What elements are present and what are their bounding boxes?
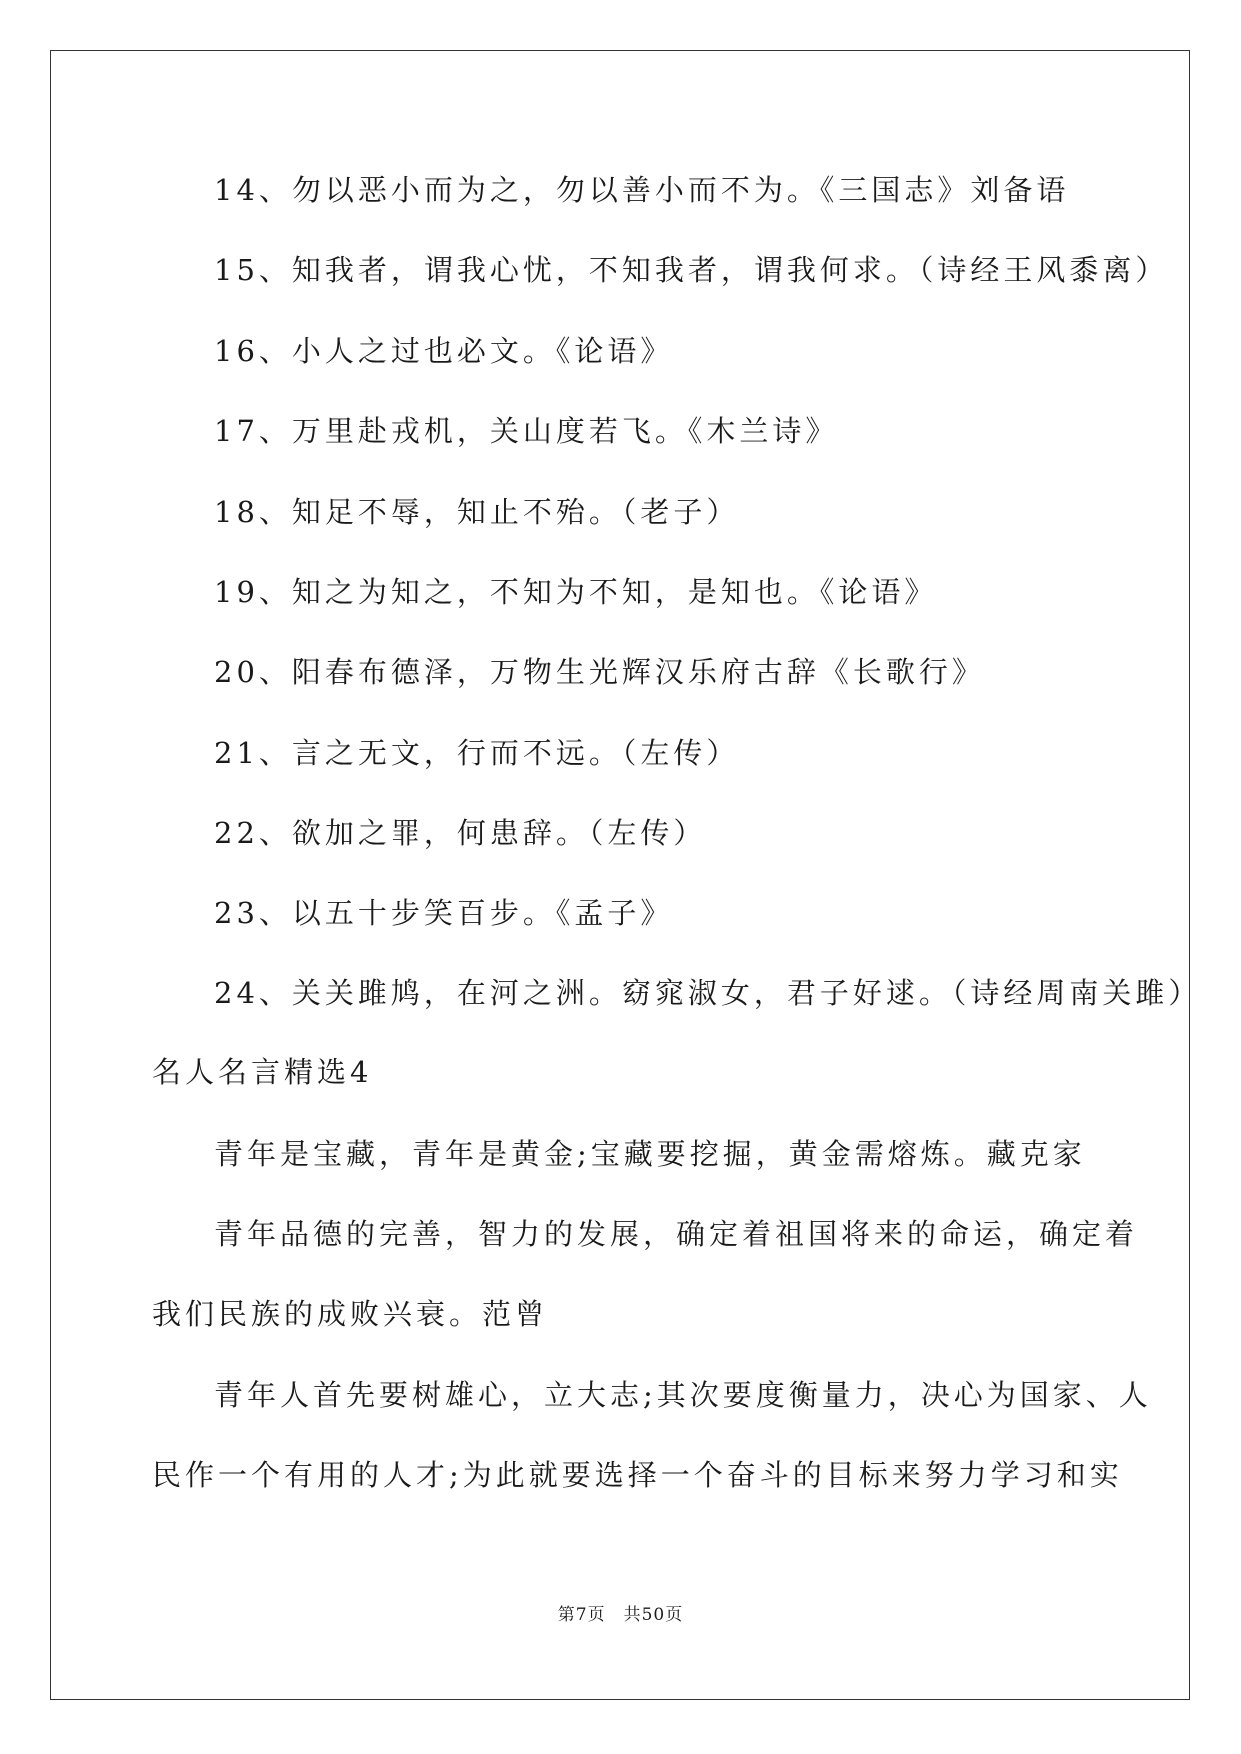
section-heading: 名人名言精选4 xyxy=(152,1055,373,1089)
quote-line-14: 14、勿以恶小而为之，勿以善小而不为。《三国志》刘备语 xyxy=(214,173,1070,207)
quote-line-22: 22、欲加之罪，何患辞。（左传） xyxy=(214,816,707,850)
quote-line-24: 24、关关雎鸠，在河之洲。窈窕淑女，君子好逑。（诗经周南关雎） xyxy=(214,976,1202,1010)
quote-line-23: 23、以五十步笑百步。《孟子》 xyxy=(214,896,674,930)
page-footer xyxy=(0,1603,1241,1627)
paragraph-line: 青年人首先要树雄心，立大志;其次要度衡量力，决心为国家、人 xyxy=(214,1378,1152,1412)
paragraph-line: 民作一个有用的人才;为此就要选择一个奋斗的目标来努力学习和实 xyxy=(152,1458,1123,1492)
quote-line-19: 19、知之为知之，不知为不知，是知也。《论语》 xyxy=(214,575,938,609)
quote-line-18: 18、知足不辱，知止不殆。（老子） xyxy=(214,495,740,529)
page-frame xyxy=(50,50,1190,1700)
page-number-current: 第7页 xyxy=(557,1605,606,1625)
quote-line-21: 21、言之无文，行而不远。（左传） xyxy=(214,736,740,770)
quote-line-16: 16、小人之过也必文。《论语》 xyxy=(214,334,674,368)
paragraph-line: 青年是宝藏，青年是黄金;宝藏要挖掘，黄金需熔炼。藏克家 xyxy=(214,1137,1086,1171)
quote-line-15: 15、知我者，谓我心忧，不知我者，谓我何求。（诗经王风黍离） xyxy=(214,253,1169,287)
page-number-total: 共50页 xyxy=(623,1605,684,1625)
paragraph-line: 青年品德的完善，智力的发展，确定着祖国将来的命运，确定着 xyxy=(214,1217,1139,1251)
quote-line-17: 17、万里赴戎机，关山度若飞。《木兰诗》 xyxy=(214,414,839,448)
paragraph-line: 我们民族的成败兴衰。范曾 xyxy=(152,1297,549,1331)
quote-line-20: 20、阳春布德泽，万物生光辉汉乐府古辞《长歌行》 xyxy=(214,655,985,689)
